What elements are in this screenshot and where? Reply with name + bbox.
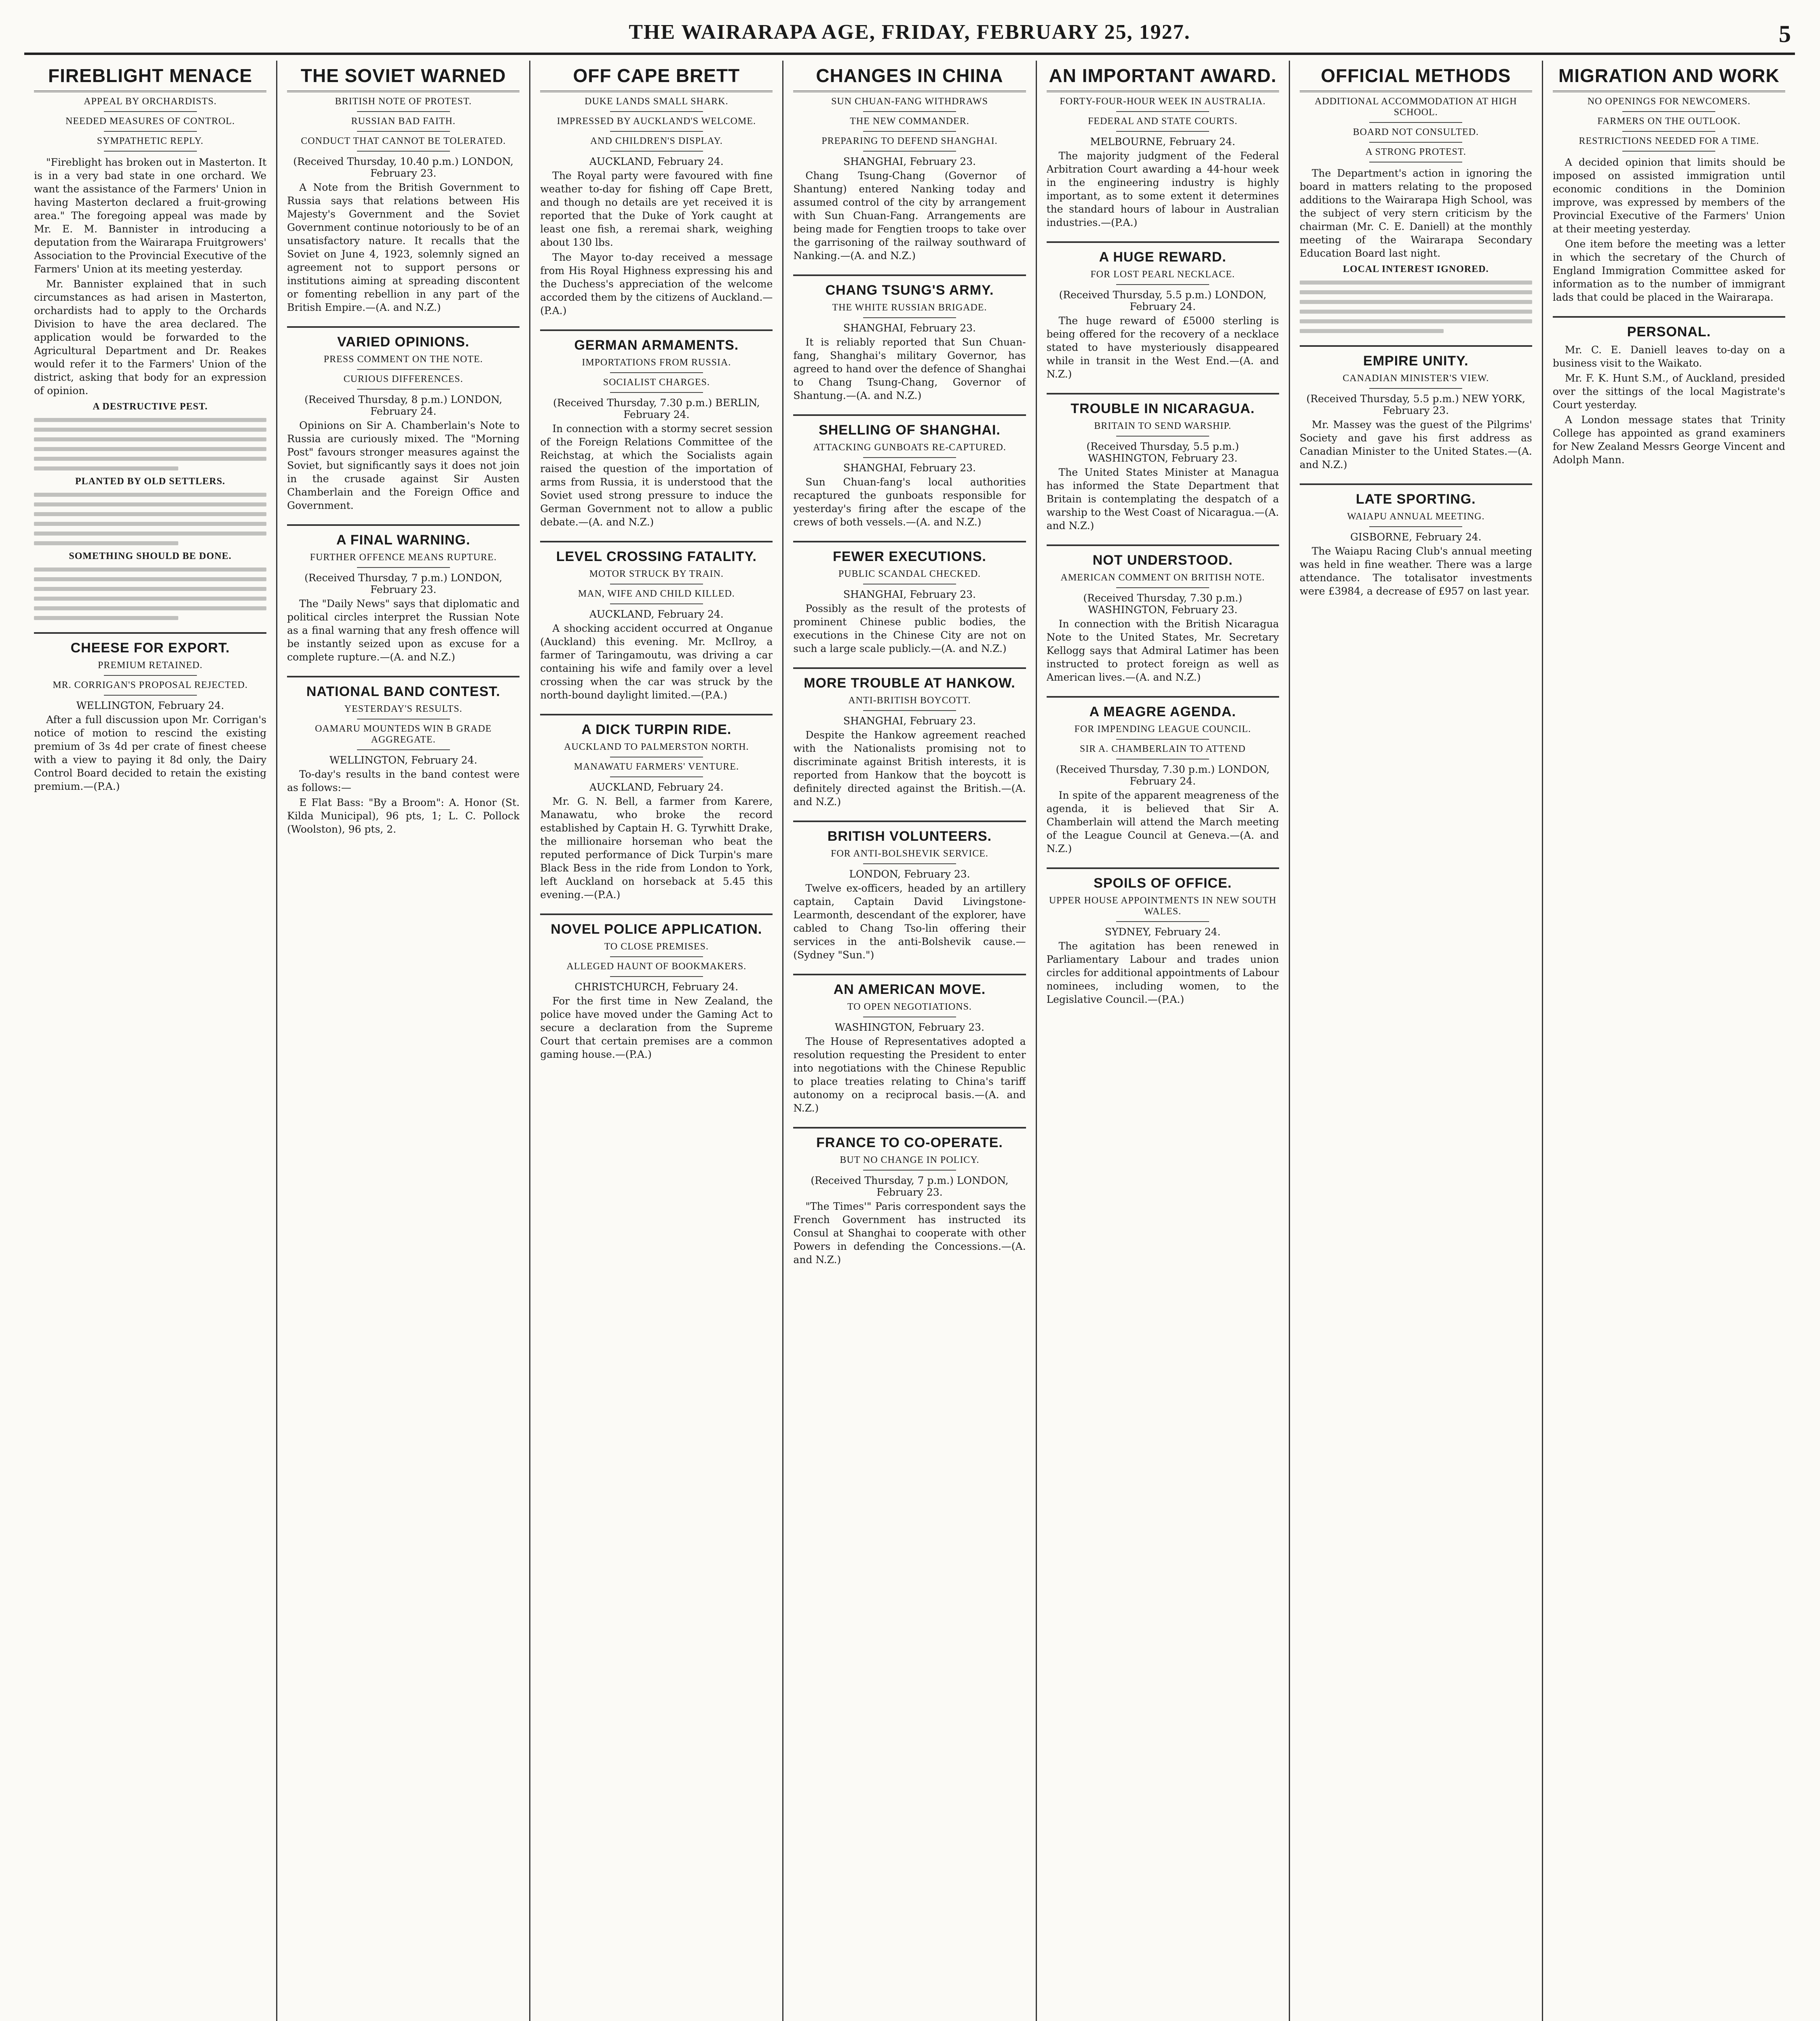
article-subhead: MOTOR STRUCK BY TRAIN. <box>589 569 724 579</box>
subhead-rule <box>610 151 703 152</box>
column <box>1036 61 1289 2021</box>
text-line <box>34 567 266 572</box>
article-subhead: RESTRICTIONS NEEDED FOR A TIME. <box>1579 136 1759 146</box>
subhead-rule <box>863 1170 956 1171</box>
article-paragraph: It is reliably reported that Sun Chuan-fang, Shanghai's military Governor, has agreed to hand over the defence of Shanghai to Chang Tsung-Chang, Governor of Shantung.—(A. and N.Z.) <box>793 336 1026 401</box>
subhead-rule <box>1369 142 1462 143</box>
article-subhead: UPPER HOUSE APPOINTMENTS IN NEW SOUTH WALES. <box>1049 895 1277 917</box>
article-paragraph: One item before the meeting was a letter in which the secretary of the Church of England Immigration Committee asked for information as to the number of immigrant lads that could be placed in the Wairarapa. <box>1552 238 1785 303</box>
text-line <box>34 428 266 432</box>
dateline: (Received Thursday, 10.40 p.m.) LONDON, February 23. <box>293 156 514 179</box>
article <box>1300 65 1532 333</box>
article-paragraph: In connection with a stormy secret session of the Foreign Relations Committee of the Reichstag, at which the Socialists again raised the question of the importation of arms from Russia, it is understood that the Soviet used strong pressure to induce the German Government not to allow a public debate.—(A. and N.Z.) <box>540 423 773 528</box>
article <box>287 524 519 664</box>
text-line <box>34 466 178 470</box>
text-line <box>1300 319 1532 323</box>
section-subhead: LOCAL INTEREST IGNORED. <box>1343 264 1489 274</box>
article-subhead: FOR ANTI-BOLSHEVIK SERVICE. <box>831 848 988 859</box>
dateline: (Received Thursday, 8 p.m.) LONDON, February 24. <box>304 394 503 417</box>
article <box>793 1127 1026 1266</box>
article-headline: MIGRATION AND WORK <box>1553 65 1785 92</box>
article-subhead: ANTI-BRITISH BOYCOTT. <box>848 695 971 706</box>
article-paragraph: The Waiapu Racing Club's annual meeting was held in fine weather. There was a large attendance. The totalisator investments were £3984, a decrease of £957 on last year. <box>1299 545 1532 597</box>
dateline: SHANGHAI, February 23. <box>843 322 976 334</box>
dateline: (Received Thursday, 5.5 p.m.) NEW YORK, February 23. <box>1306 393 1526 416</box>
article-divider <box>1047 544 1279 546</box>
article-subhead: FARMERS ON THE OUTLOOK. <box>1597 116 1741 127</box>
article-headline: SHELLING OF SHANGHAI. <box>819 422 1001 438</box>
article-divider <box>1047 241 1279 243</box>
subhead-rule <box>357 111 450 112</box>
article-subhead: YESTERDAY'S RESULTS. <box>344 704 462 714</box>
article-headline: TROUBLE IN NICARAGUA. <box>1070 401 1255 416</box>
article-subhead: NO OPENINGS FOR NEWCOMERS. <box>1587 96 1751 107</box>
article-divider <box>793 1127 1026 1129</box>
dateline: WELLINGTON, February 24. <box>76 700 224 711</box>
article <box>1047 544 1279 684</box>
article-paragraph: In spite of the apparent meagreness of the agenda, it is believed that Sir A. Chamberlain will attend the March meeting of the League Council at Geneva.—(A. and N.Z.) <box>1046 789 1279 854</box>
text-line <box>34 522 266 526</box>
dateline: (Received Thursday, 5.5 p.m.) LONDON, February 24. <box>1059 289 1267 312</box>
subhead-rule <box>357 151 450 152</box>
article-divider <box>1300 483 1532 485</box>
column-body <box>1300 61 1532 2021</box>
article-headline: CHANGES IN CHINA <box>793 65 1026 92</box>
article-paragraph: E Flat Bass: "By a Broom": A. Honor (St. Kilda Municipal), 96 pts, 1; L. C. Pollock (Woolston), 96 pts, 2. <box>287 797 520 835</box>
article-headline: OFF CAPE BRETT <box>540 65 773 92</box>
subhead-rule <box>610 392 703 393</box>
article-headline: NOT UNDERSTOOD. <box>1092 553 1233 568</box>
dateline: MELBOURNE, February 24. <box>1090 136 1235 148</box>
article-subhead: SUN CHUAN-FANG WITHDRAWS <box>831 96 988 107</box>
subhead-rule <box>863 317 956 318</box>
subhead-rule <box>863 863 956 864</box>
dateline: WASHINGTON, February 23. <box>834 1021 984 1033</box>
article-paragraph: The United States Minister at Managua has informed the State Department that Britain is contemplating the despatch of a warship to the West Coast of Nicaragua.—(A. and N.Z.) <box>1046 466 1279 532</box>
column <box>1289 61 1542 2021</box>
dateline: (Received Thursday, 7.30 p.m.) LONDON, February 24. <box>1056 764 1270 787</box>
article-subhead: SIR A. CHAMBERLAIN TO ATTEND <box>1079 744 1246 754</box>
article <box>540 913 773 1061</box>
dateline: (Received Thursday, 7 p.m.) LONDON, February 23. <box>811 1175 1009 1198</box>
article-subhead: PREMIUM RETAINED. <box>98 660 203 671</box>
subhead-rule <box>357 369 450 370</box>
subhead-rule <box>1622 151 1715 152</box>
dateline: SHANGHAI, February 23. <box>843 156 976 167</box>
body-text-block <box>34 418 266 470</box>
article <box>1047 393 1279 532</box>
subhead-rule <box>610 976 703 977</box>
article-paragraph: Mr. F. K. Hunt S.M., of Auckland, presided over the sittings of the local Magistrate's Court yesterday. <box>1552 372 1785 411</box>
dateline: CHRISTCHURCH, February 24. <box>574 981 739 993</box>
article-headline: FIREBLIGHT MENACE <box>34 65 266 92</box>
text-line <box>34 502 266 506</box>
article-subhead: AND CHILDREN'S DISPLAY. <box>590 136 723 146</box>
subhead-rule <box>1116 739 1209 740</box>
dateline: SYDNEY, February 24. <box>1104 926 1221 938</box>
text-line <box>34 616 178 620</box>
subhead-rule <box>104 695 197 696</box>
masthead-title: THE WAIRARAPA AGE, FRIDAY, FEBRUARY 25, 1927. <box>629 21 1191 44</box>
article-subhead: RUSSIAN BAD FAITH. <box>351 116 456 127</box>
article-subhead: IMPRESSED BY AUCKLAND'S WELCOME. <box>557 116 756 127</box>
column <box>1542 61 1795 2021</box>
masthead <box>24 16 1795 55</box>
subhead-rule <box>1116 284 1209 285</box>
text-line <box>34 437 266 441</box>
article-headline: CHEESE FOR EXPORT. <box>70 640 230 656</box>
article-subhead: A STRONG PROTEST. <box>1365 147 1466 157</box>
subhead-rule <box>863 131 956 132</box>
column <box>276 61 529 2021</box>
article-subhead: BOARD NOT CONSULTED. <box>1353 127 1479 137</box>
article-subhead: PREPARING TO DEFEND SHANGHAI. <box>821 136 998 146</box>
column <box>529 61 782 2021</box>
article-subhead: CURIOUS DIFFERENCES. <box>343 374 463 384</box>
article-divider <box>34 632 266 634</box>
text-line <box>34 512 266 516</box>
dateline: AUCKLAND, February 24. <box>589 781 724 793</box>
subhead-rule <box>357 567 450 568</box>
article-divider <box>287 326 519 328</box>
article <box>793 414 1026 529</box>
dateline: SHANGHAI, February 23. <box>843 589 976 600</box>
article-headline: LATE SPORTING. <box>1355 492 1476 507</box>
body-text-block <box>34 493 266 545</box>
article-paragraph: The Mayor to-day received a message from His Royal Highness expressing his and the Duchess's appreciation of the welcome accorded them by the citizens of Auckland.—(P.A.) <box>540 251 773 316</box>
article-headline: OFFICIAL METHODS <box>1300 65 1532 92</box>
article-subhead: CANADIAN MINISTER'S VIEW. <box>1343 373 1489 384</box>
article-subhead: APPEAL BY ORCHARDISTS. <box>84 96 217 107</box>
article-subhead: BUT NO CHANGE IN POLICY. <box>840 1155 980 1165</box>
article <box>1047 696 1279 855</box>
column <box>782 61 1035 2021</box>
subhead-rule <box>104 131 197 132</box>
article-headline: LEVEL CROSSING FATALITY. <box>556 549 757 564</box>
subhead-rule <box>104 151 197 152</box>
article <box>34 632 266 793</box>
article-paragraph: A shocking accident occurred at Onganue (Auckland) this evening. Mr. McIlroy, a farmer of Taringamoutu, was driving a car containing his wife and family over a level crossing when the car was struck by the north-bound daylight limited.—(P.A.) <box>540 622 773 701</box>
article-paragraph: Mr. Bannister explained that in such circumstances as had arisen in Masterton, orchardists had to apply to the Orchards Division to have the area declared. The application would be forwarded to the Agricultural Department and Dr. Reakes would refer it to the Farmers' Union of the district, asking that body for an expression of opinion. <box>34 278 267 397</box>
column-body <box>1553 61 1785 2021</box>
article-divider <box>1553 316 1785 318</box>
article-subhead: FOR LOST PEARL NECKLACE. <box>1090 269 1235 280</box>
subhead-rule <box>1369 122 1462 123</box>
article-headline: MORE TROUBLE AT HANKOW. <box>804 675 1016 691</box>
article-paragraph: Mr. C. E. Daniell leaves to-day on a business visit to the Waikato. <box>1552 344 1785 369</box>
column-body <box>540 61 773 2021</box>
article-subhead: BRITISH NOTE OF PROTEST. <box>335 96 472 107</box>
subhead-rule <box>357 389 450 390</box>
article-headline: PERSONAL. <box>1627 324 1711 340</box>
text-line <box>1300 290 1532 294</box>
article <box>793 65 1026 262</box>
article-headline: A FINAL WARNING. <box>336 532 471 548</box>
article <box>540 329 773 529</box>
subhead-rule <box>610 131 703 132</box>
subhead-rule <box>610 956 703 957</box>
article-paragraph: In connection with the British Nicaragua Note to the United States, Mr. Secretary Kellogg says that Admiral Latimer has been instructed to protect foreign as well as American lives.—(A. and N.Z.) <box>1046 618 1279 683</box>
article-headline: A MEAGRE AGENDA. <box>1089 704 1236 719</box>
article-subhead: MR. CORRIGAN'S PROPOSAL REJECTED. <box>53 680 248 690</box>
newspaper-columns <box>24 61 1795 2021</box>
subhead-rule <box>357 131 450 132</box>
article-divider <box>287 676 519 677</box>
text-line <box>34 577 266 581</box>
article-headline: CHANG TSUNG'S ARMY. <box>825 283 994 298</box>
article-paragraph: Mr. G. N. Bell, a farmer from Karere, Manawatu, who broke the record established by Captain H. G. Tyrwhitt Drake, the millionaire horseman who beat the reputed performance of Dick Turpin's mare Black Bess in the ride from London to York, left Auckland on horseback at 5.45 this evening.—(P.A.) <box>540 795 773 901</box>
article-divider <box>793 274 1026 276</box>
article-divider <box>540 541 773 542</box>
article-subhead: THE NEW COMMANDER. <box>850 116 969 127</box>
text-line <box>34 532 266 536</box>
article <box>793 541 1026 655</box>
article-paragraph: The House of Representatives adopted a resolution requesting the President to enter into negotiations with the Chinese Republic to place treaties relating to China's tariff autonomy on a reciprocal basis.—(A. and N.Z.) <box>793 1036 1026 1114</box>
article-divider <box>793 821 1026 822</box>
article <box>1047 65 1279 229</box>
article-paragraph: The huge reward of £5000 sterling is being offered for the recovery of a necklace stated to have mysteriously disappeared while in transit in the West End.—(A. and N.Z.) <box>1046 315 1279 380</box>
article-paragraph: Possibly as the result of the protests of prominent Chinese public bodies, the executions in the Chinese City are not on such a large scale publicly.—(A. and N.Z.) <box>793 603 1026 654</box>
dateline: AUCKLAND, February 24. <box>589 608 724 620</box>
article-paragraph: "The Times'" Paris correspondent says the French Government has instructed its Consul at Shanghai to cooperate with other Powers in defending the Concessions.—(A. and N.Z.) <box>793 1200 1026 1266</box>
article-paragraph: "Fireblight has broken out in Masterton. It is in a very bad state in one orchard. We want the assistance of the Farmers' Union in having Masterton declared a fruit-growing area." The foregoing appeal was made by Mr. E. M. Bannister in introducing a deputation from the Wairarapa Fruitgrowers' Association to the Provincial Executive of the Farmers' Union at its meeting yesterday. <box>34 156 267 275</box>
article-headline: NATIONAL BAND CONTEST. <box>306 684 500 699</box>
article <box>287 676 519 836</box>
article-divider <box>1300 345 1532 347</box>
article-subhead: TO OPEN NEGOTIATIONS. <box>847 1002 972 1012</box>
article-subhead: IMPORTATIONS FROM RUSSIA. <box>582 357 731 368</box>
subhead-rule <box>863 457 956 458</box>
article <box>287 326 519 512</box>
article-headline: A DICK TURPIN RIDE. <box>581 722 732 737</box>
article <box>1300 345 1532 471</box>
dateline: (Received Thursday, 7.30 p.m.) WASHINGTON, February 23. <box>1083 592 1242 616</box>
article-subhead: AMERICAN COMMENT ON BRITISH NOTE. <box>1060 572 1265 583</box>
subhead-rule <box>863 111 956 112</box>
subhead-rule <box>1116 131 1209 132</box>
article-paragraph: Opinions on Sir A. Chamberlain's Note to Russia are curiously mixed. The "Morning Post" favours stronger measures against the Soviet, but significantly says it does not join in the crusade against Sir Austen Chamberlain and the Foreign Office and Government. <box>287 420 520 511</box>
page-number: 5 <box>1779 21 1791 47</box>
article-paragraph: Despite the Hankow agreement reached with the Nationalists promising not to discriminate against British interests, it is reported from Hankow that the boycott is definitely directed against the British.—(A. and N.Z.) <box>793 729 1026 808</box>
article-divider <box>1047 696 1279 698</box>
article <box>793 274 1026 402</box>
article <box>540 714 773 901</box>
text-line <box>34 493 266 497</box>
section-subhead: PLANTED BY OLD SETTLERS. <box>75 476 226 487</box>
article-subhead: TO CLOSE PREMISES. <box>604 941 709 952</box>
article-subhead: MANAWATU FARMERS' VENTURE. <box>574 762 739 772</box>
article <box>1553 65 1785 304</box>
subhead-rule <box>610 372 703 373</box>
subhead-rule <box>863 151 956 152</box>
article <box>540 541 773 702</box>
article-paragraph: For the first time in New Zealand, the police have moved under the Gaming Act to secure a declaration from the Supreme Court that certain premises are a common gaming house.—(P.A.) <box>540 995 773 1060</box>
article-divider <box>793 667 1026 669</box>
dateline: AUCKLAND, February 24. <box>589 156 724 167</box>
text-line <box>34 457 266 461</box>
article <box>1300 483 1532 598</box>
text-line <box>34 587 266 591</box>
article-headline: AN IMPORTANT AWARD. <box>1047 65 1279 92</box>
article-headline: A HUGE REWARD. <box>1099 249 1227 265</box>
article-subhead: FURTHER OFFENCE MEANS RUPTURE. <box>310 552 497 563</box>
dateline: LONDON, February 23. <box>849 868 970 880</box>
article-paragraph: The Royal party were favoured with fine weather to-day for fishing off Cape Brett, and though no details are yet received it is reported that the Duke of York caught at least one fish, a reremai shark, weighing about 130 lbs. <box>540 170 773 248</box>
article-subhead: SYMPATHETIC REPLY. <box>97 136 204 146</box>
article-headline: GERMAN ARMAMENTS. <box>574 338 739 353</box>
article-paragraph: The "Daily News" says that diplomatic and political circles interpret the Russian Note as a final warning that any fresh offence will be instantly seized upon as excuse for a complete rupture.—(A. and N.Z.) <box>287 598 520 663</box>
text-line <box>1300 281 1532 285</box>
article-subhead: ADDITIONAL ACCOMMODATION AT HIGH SCHOOL. <box>1314 96 1517 118</box>
article <box>287 65 519 314</box>
article-divider <box>793 974 1026 975</box>
text-line <box>1300 329 1444 333</box>
section-subhead: SOMETHING SHOULD BE DONE. <box>69 551 232 561</box>
article-subhead: AUCKLAND TO PALMERSTON NORTH. <box>564 742 749 752</box>
subhead-rule <box>104 111 197 112</box>
article-headline: FRANCE TO CO-OPERATE. <box>816 1135 1003 1150</box>
article-subhead: THE WHITE RUSSIAN BRIGADE. <box>832 302 987 313</box>
subhead-rule <box>1116 921 1209 922</box>
article-subhead: FEDERAL AND STATE COURTS. <box>1088 116 1238 127</box>
article-subhead: FOR IMPENDING LEAGUE COUNCIL. <box>1074 724 1251 734</box>
subhead-rule <box>1116 111 1209 112</box>
article <box>1047 241 1279 381</box>
article-headline: NOVEL POLICE APPLICATION. <box>551 922 762 937</box>
article-divider <box>540 913 773 915</box>
article <box>793 821 1026 962</box>
subhead-rule <box>1622 131 1715 132</box>
text-line <box>1300 310 1532 314</box>
article-subhead: NEEDED MEASURES OF CONTROL. <box>65 116 235 127</box>
article-headline: AN AMERICAN MOVE. <box>833 982 986 997</box>
article-paragraph: Twelve ex-officers, headed by an artillery captain, Captain David Livingstone-Learmonth, descendant of the explorer, have cabled to Chang Tso-lin offering their services in the anti-Bolshevik cause.—(Sydney "Sun.") <box>793 882 1026 961</box>
text-line <box>1300 300 1532 304</box>
article-divider <box>793 541 1026 542</box>
body-text-block <box>1300 281 1532 333</box>
subhead-rule <box>1116 436 1209 437</box>
article-paragraph: The Department's action in ignoring the board in matters relating to the proposed additions to the Wairarapa High School, was the subject of very stern criticism by the chairman (Mr. C. E. Daniell) at the monthly meeting of the Wairarapa Secondary Education Board last night. <box>1299 167 1532 259</box>
article-subhead: ATTACKING GUNBOATS RE-CAPTURED. <box>813 442 1006 453</box>
article-paragraph: A London message states that Trinity College has appointed as grand examiners for New Zealand Messrs George Vincent and Adolph Mann. <box>1552 414 1785 466</box>
article-paragraph: A decided opinion that limits should be imposed on assisted immigration until economic conditions in the Dominion improve, was expressed by members of the Provincial Executive of the Farmers' Union at their meeting yesterday. <box>1552 156 1785 235</box>
subhead-rule <box>357 749 450 750</box>
subhead-rule <box>863 710 956 711</box>
section-subhead: A DESTRUCTIVE PEST. <box>93 401 208 412</box>
article <box>793 667 1026 808</box>
article-subhead: OAMARU MOUNTEDS WIN B GRADE AGGREGATE. <box>315 724 492 745</box>
article-subhead: SOCIALIST CHARGES. <box>603 377 710 388</box>
article-headline: BRITISH VOLUNTEERS. <box>827 829 992 844</box>
article-subhead: DUKE LANDS SMALL SHARK. <box>585 96 728 107</box>
subhead-rule <box>610 776 703 777</box>
article-headline: THE SOVIET WARNED <box>287 65 519 92</box>
article-divider <box>793 414 1026 416</box>
article-paragraph: Mr. Massey was the guest of the Pilgrims' Society and gave his first address as Canadian Minister to the United States.—(A. and N.Z.) <box>1299 419 1532 470</box>
article-paragraph: A Note from the British Government to Russia says that relations between His Majesty's Government and the Soviet Government continue notoriously to be of an unsatisfactory nature. It recalls that the Soviet on June 4, 1923, solemnly signed an agreement not to support persons or institutions aiming at spreading discontent or fomenting rebellion in any part of the British Empire.—(A. and N.Z.) <box>287 181 520 313</box>
article-subhead: FORTY-FOUR-HOUR WEEK IN AUSTRALIA. <box>1060 96 1266 107</box>
article-headline: EMPIRE UNITY. <box>1363 353 1469 369</box>
article-subhead: ALLEGED HAUNT OF BOOKMAKERS. <box>566 961 747 972</box>
article-divider <box>287 524 519 526</box>
dateline: (Received Thursday, 5.5 p.m.) WASHINGTON, February 23. <box>1086 441 1239 464</box>
article-subhead: CONDUCT THAT CANNOT BE TOLERATED. <box>301 136 506 146</box>
article-subhead: MAN, WIFE AND CHILD KILLED. <box>578 589 735 599</box>
dateline: GISBORNE, February 24. <box>1350 531 1482 543</box>
article-paragraph: After a full discussion upon Mr. Corrigan's notice of motion to rescind the existing premium of 3s 4d per crate of finest cheese with a view to paying it 8d only, the Dairy Control Board decided to retain the existing premium.—(P.A.) <box>34 714 267 792</box>
dateline: (Received Thursday, 7 p.m.) LONDON, February 23. <box>304 572 503 595</box>
article-subhead: PUBLIC SCANDAL CHECKED. <box>838 569 981 579</box>
article <box>34 65 266 620</box>
column-body <box>793 61 1026 2021</box>
article-divider <box>1047 867 1279 869</box>
article <box>1047 867 1279 1006</box>
article-divider <box>540 329 773 331</box>
article-paragraph: Chang Tsung-Chang (Governor of Shantung) entered Nanking today and assumed control of the city by arrangement with Sun Chuan-Fang. Arrangements are being made for Fengtien troops to take over the garrisoning of the railway southward of Nanking.—(A. and N.Z.) <box>793 170 1026 262</box>
subhead-rule <box>1622 111 1715 112</box>
article-headline: SPOILS OF OFFICE. <box>1094 875 1232 891</box>
column-body <box>1047 61 1279 2021</box>
column-body <box>287 61 519 2021</box>
dateline: SHANGHAI, February 23. <box>843 715 976 727</box>
subhead-rule <box>1116 587 1209 588</box>
article-headline: FEWER EXECUTIONS. <box>833 549 986 564</box>
text-line <box>34 606 266 610</box>
article-divider <box>540 714 773 715</box>
dateline: WELLINGTON, February 24. <box>329 754 477 766</box>
dateline: (Received Thursday, 7.30 p.m.) BERLIN, February 24. <box>553 397 760 420</box>
article-paragraph: Sun Chuan-fang's local authorities recaptured the gunboats responsible for yesterday's firing after the escape of the crews of both vessels.—(A. and N.Z.) <box>793 476 1026 528</box>
article-paragraph: The majority judgment of the Federal Arbitration Court awarding a 44-hour week in the engineering industry is highly important, as to some extent it determines the standard hours of labour in Australian industries.—(P.A.) <box>1046 150 1279 228</box>
subhead-rule <box>610 603 703 604</box>
article-subhead: PRESS COMMENT ON THE NOTE. <box>323 354 483 365</box>
article-headline: VARIED OPINIONS. <box>337 334 470 350</box>
text-line <box>34 597 266 601</box>
article <box>1553 316 1785 466</box>
text-line <box>34 447 266 451</box>
column-body <box>34 61 266 2021</box>
text-line <box>34 418 266 422</box>
article <box>793 974 1026 1115</box>
subhead-rule <box>104 675 197 676</box>
dateline: SHANGHAI, February 23. <box>843 462 976 474</box>
subhead-rule <box>610 111 703 112</box>
article-paragraph: To-day's results in the band contest were as follows:— <box>287 768 520 793</box>
article-subhead: BRITAIN TO SEND WARSHIP. <box>1094 421 1231 431</box>
article-divider <box>1047 393 1279 394</box>
text-line <box>34 541 178 545</box>
subhead-rule <box>1369 526 1462 527</box>
subhead-rule <box>1369 388 1462 389</box>
body-text-block <box>34 567 266 620</box>
article-subhead: WAIAPU ANNUAL MEETING. <box>1347 511 1485 522</box>
article-paragraph: The agitation has been renewed in Parliamentary Labour and trades union circles for additional appointments of Labour nominees, including women, to the Legislative Council.—(P.A.) <box>1046 940 1279 1005</box>
article <box>540 65 773 317</box>
column <box>24 61 276 2021</box>
